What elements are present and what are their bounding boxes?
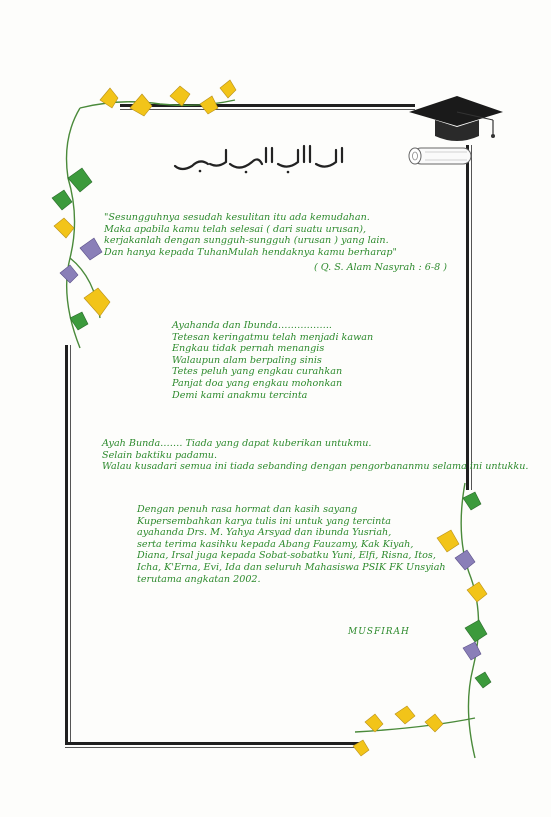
dedication-line: Icha, K'Erna, Evi, Ida dan seluruh Mahasiswa PSIK FK Unsyiah bbox=[137, 561, 446, 573]
dedication-block bbox=[137, 504, 446, 585]
quote-line: Maka apabila kamu telah selesai ( dari suatu urusan), bbox=[104, 223, 367, 235]
quote-line: kerjakanlah dengan sungguh-sungguh (urusan ) yang lain. bbox=[104, 235, 389, 247]
quote-line: "Sesungguhnya sesudah kesulitan itu ada kemudahan. bbox=[104, 212, 370, 223]
dedication-line: Diana, Irsal juga kepada Sobat-sobatku Yuni, Elfi, Risna, Itos, bbox=[137, 550, 436, 562]
diploma-scroll-icon bbox=[405, 142, 477, 172]
poem-line: Ayahanda dan Ibunda…………….. bbox=[172, 320, 332, 331]
frame-bottom-line bbox=[65, 742, 360, 745]
frame-bottom-line-inner bbox=[65, 747, 360, 748]
poem-line: Tetesan keringatmu telah menjadi kawan bbox=[172, 331, 374, 343]
frame-left-line-inner bbox=[70, 345, 71, 745]
quote-block bbox=[104, 212, 397, 258]
tribute-line: Selain baktiku padamu. bbox=[102, 449, 218, 461]
poem-line: Tetes peluh yang engkau curahkan bbox=[172, 366, 343, 378]
dedication-line: serta terima kasihku kepada Abang Fauzamy, Kak Kiyah, bbox=[137, 538, 414, 550]
signature: MUSFIRAH bbox=[348, 627, 410, 637]
tribute-line: Ayah Bunda……. Tiada yang dapat kuberikan untukmu. bbox=[102, 438, 372, 449]
tribute-line: Walau kusadari semua ini tiada sebanding dengan pengorbananmu selama ini untukku. bbox=[102, 461, 529, 473]
dedication-line: Kupersembahkan karya tulis ini untuk yang tercinta bbox=[137, 515, 391, 527]
poem-line: Demi kami anakmu tercinta bbox=[172, 389, 308, 401]
tribute-block bbox=[102, 438, 528, 473]
quote-reference: ( Q. S. Alam Nasyrah : 6-8 ) bbox=[314, 262, 447, 273]
poem-line: Walaupun alam berpaling sinis bbox=[172, 354, 322, 366]
dedication-line: ayahanda Drs. M. Yahya Arsyad dan ibunda Yusriah, bbox=[137, 527, 392, 539]
dedication-line: terutama angkatan 2002. bbox=[137, 573, 261, 585]
poem-line: Panjat doa yang engkau mohonkan bbox=[172, 377, 343, 389]
frame-left-line bbox=[65, 345, 68, 745]
poem-line: Engkau tidak pernah menangis bbox=[172, 343, 325, 355]
quote-line: Dan hanya kepada TuhanMulah hendaknya kamu berharap" bbox=[104, 246, 397, 258]
dedication-line: Dengan penuh rasa hormat dan kasih sayang bbox=[137, 504, 358, 515]
graduation-cap-icon bbox=[405, 90, 505, 146]
poem-block bbox=[172, 320, 373, 401]
